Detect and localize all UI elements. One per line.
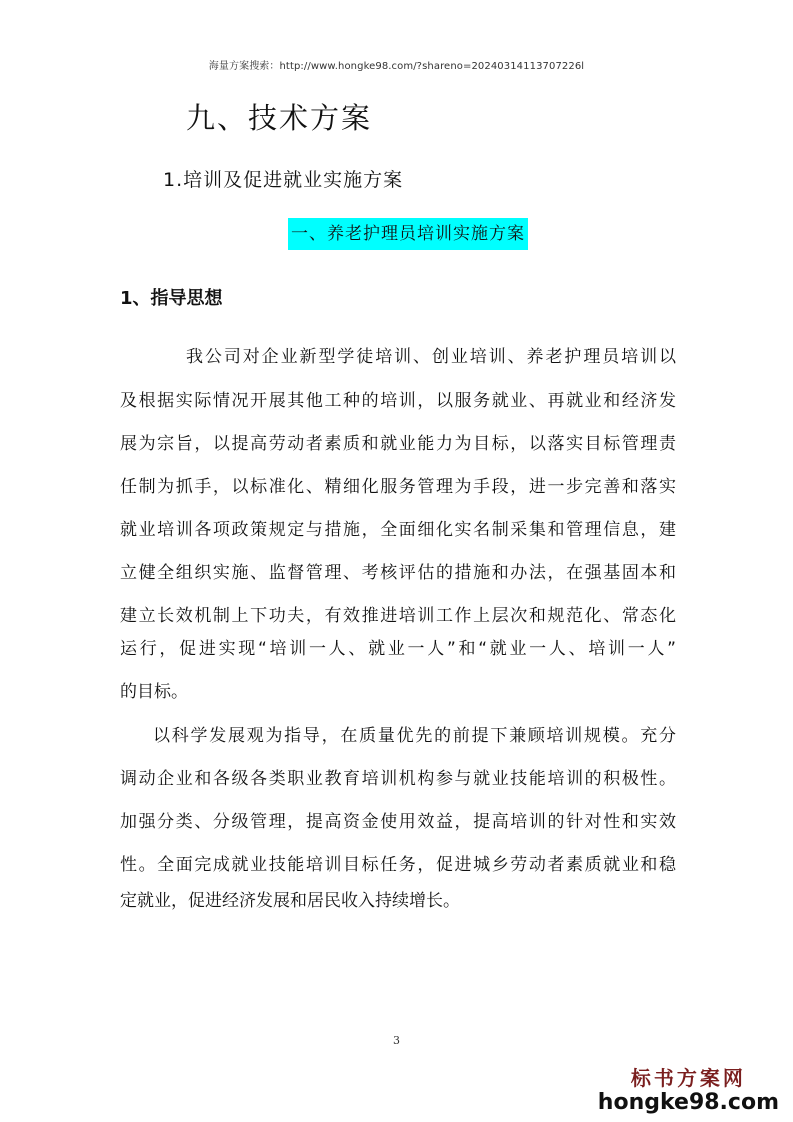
paragraph2-line: 加强分类、分级管理，提高资金使用效益，提高培训的针对性和实效: [120, 812, 676, 832]
paragraph2-line: 以科学发展观为指导，在质量优先的前提下兼顾培训规模。充分: [153, 726, 676, 746]
paragraph1-line: 的目标。: [120, 682, 188, 702]
highlighted-section-heading: 一、养老护理员培训实施方案: [288, 218, 528, 250]
item-heading: 1、指导思想: [120, 288, 223, 309]
watermark-en-text: hongke98.com: [597, 1090, 779, 1115]
paragraph1-line: 任制为抓手，以标准化、精细化服务管理为手段，进一步完善和落实: [120, 477, 676, 497]
header-source-note: 海量方案搜索：http://www.hongke98.com/?shareno=20240314113707226l: [208, 61, 585, 72]
paragraph2-line: 性。全面完成就业技能培训目标任务，促进城乡劳动者素质就业和稳: [120, 855, 676, 875]
paragraph2-line: 定就业，促进经济发展和居民收入持续增长。: [120, 891, 460, 911]
paragraph2-line: 调动企业和各级各类职业教育培训机构参与就业技能培训的积极性。: [120, 769, 676, 789]
page-number: 3: [393, 1034, 400, 1047]
subsection-title: 1.培训及促进就业实施方案: [163, 169, 404, 191]
paragraph1-line: 立健全组织实施、监督管理、考核评估的措施和办法，在强基固本和: [120, 563, 676, 583]
chapter-title: 九、技术方案: [186, 101, 373, 135]
paragraph1-line: 展为宗旨，以提高劳动者素质和就业能力为目标，以落实目标管理责: [120, 434, 676, 454]
paragraph1-line: 建立长效机制上下功夫，有效推进培训工作上层次和规范化、常态化: [120, 606, 676, 626]
site-watermark-logo: [598, 1066, 779, 1116]
paragraph1-line: 运行，促进实现“培训一人、就业一人”和“就业一人、培训一人”: [120, 639, 676, 659]
paragraph1-line: 就业培训各项政策规定与措施，全面细化实名制采集和管理信息，建: [120, 520, 676, 540]
paragraph1-line: 我公司对企业新型学徒培训、创业培训、养老护理员培训以: [186, 347, 676, 367]
watermark-cn-text: 标书方案网: [630, 1066, 746, 1090]
paragraph1-line: 及根据实际情况开展其他工种的培训，以服务就业、再就业和经济发: [120, 391, 676, 411]
